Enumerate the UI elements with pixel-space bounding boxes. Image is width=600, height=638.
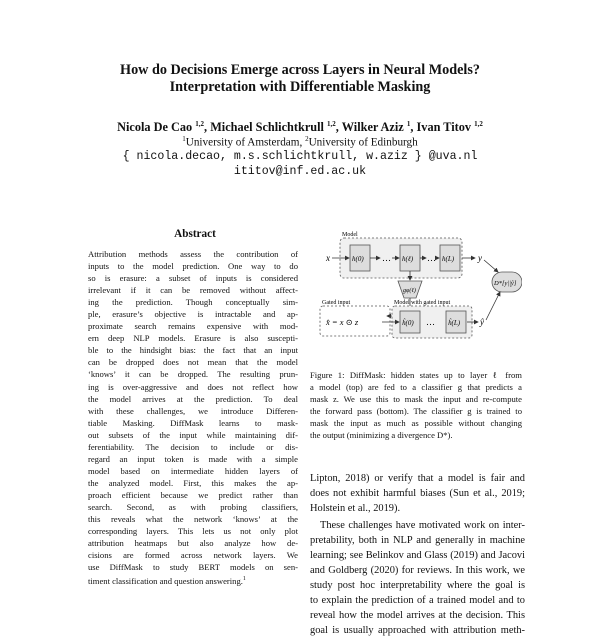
abstract-line: so is erasure: a subset of inputs is considered (88, 273, 298, 284)
caption-line: mask the input as much as possible without changing (310, 418, 522, 429)
author-affil-mark: 1,2 (474, 120, 483, 128)
caption-line: Figure 1: DiffMask: hidden states up to layer ℓ from (310, 370, 522, 380)
h0hat-label: ĥ(0) (402, 319, 414, 327)
abstract-line: ‘knows’ it can be dropped. The resulting prun- (88, 369, 298, 380)
author-name: Michael Schlichtkrull (210, 120, 324, 135)
hl-label: h(ℓ) (402, 255, 414, 263)
abstract-line-text: timent classification and question answering. (88, 576, 243, 587)
abstract-line: search. Second, as with probing classifiers, (88, 501, 298, 512)
abstract-line: tiable Masking. DiffMask learns to mask- (88, 417, 298, 428)
dots-2: … (427, 253, 436, 263)
abstract-line: cisions are formed across network layers. We (88, 550, 298, 561)
body-line: and Goldberg (2020) for reviews. In this work, we (310, 565, 525, 576)
abstract-line-last (88, 573, 298, 587)
figure-diffmask-diagram (312, 228, 522, 368)
hL-label: h(L) (442, 255, 455, 263)
abstract-line: the model arrives at the prediction. To deal (88, 393, 298, 404)
abstract-line: Attribution methods assess the contribution of (88, 249, 298, 259)
abstract-line: can be dropped does not mean that the model (88, 357, 298, 368)
body-line: does not exhibit harmful biases (Sun et al., 2019; (310, 488, 525, 499)
hLhat-label: ĥ(L) (448, 319, 461, 327)
output-y: y (478, 253, 482, 263)
figure-caption (310, 369, 522, 441)
body-line: pretability, both in NLP and generally in machine (310, 535, 525, 546)
abstract-heading: Abstract (174, 228, 216, 240)
author-emails-line-2: ititov@inf.ed.ac.uk (233, 165, 367, 178)
output-yhat: ŷ (480, 317, 484, 327)
affil-mark: 1 (182, 135, 186, 143)
footnote-mark: 1 (242, 576, 246, 583)
input-x: x (326, 253, 330, 263)
abstract-body (88, 248, 298, 587)
body-line: goal is usually approached with attribution meth- (310, 625, 525, 636)
abstract-line: ern deep NLP models. Erasure is also suscepti- (88, 333, 298, 344)
abstract-line: this reveals what the network ‘knows’ at the (88, 514, 298, 525)
abstract-line: proach efficient because we predict rather than (88, 489, 298, 500)
h0-label: h(0) (352, 255, 364, 263)
affil-name: University of Edinburgh (308, 136, 418, 149)
abstract-line: ble to the hindsight bias: the fact that an input (88, 345, 298, 356)
body-paragraph-1 (310, 471, 525, 516)
author-emails-line-1: { nicola.decao, m.s.schlichtkrull, w.aziz } @uva.nl (122, 150, 478, 163)
author-name: Ivan Titov (416, 120, 472, 135)
body-line: reveal how the model arrives at the decision. This (310, 610, 525, 621)
body-paragraph-2 (310, 518, 525, 638)
caption-line: mask z. We use this to mask the input and re-compute (310, 394, 522, 405)
model-gated-label: Model with gated input (394, 300, 451, 306)
body-line: These challenges have motivated work on inter- (320, 520, 525, 531)
abstract-line: regard an input token is made with a simple (88, 453, 298, 464)
abstract-line: attribution heatmaps but also analyze how de- (88, 538, 298, 549)
divergence-label: D*[y||ŷ] (494, 280, 517, 287)
abstract-line: irrelevant if it can be removed without affect- (88, 285, 298, 296)
affil-mark: 2 (305, 135, 309, 143)
author-affil-mark: 1,2 (195, 120, 205, 128)
body-line: to explain the prediction of a trained model and to (310, 595, 525, 606)
body-line: Lipton, 2018) or verify that a model is fair and (310, 473, 525, 484)
abstract-line: ple, erasure’s objective is intractable and ap- (88, 309, 298, 320)
gated-input-label: Gated input (322, 300, 351, 306)
abstract-line: with these challenges, we introduce Differen- (88, 405, 298, 416)
author-name: Wilker Aziz (341, 120, 404, 135)
abstract-line: use DiffMask to study BERT models on sen- (88, 562, 298, 573)
body-line: Holstein et al., 2019). (310, 503, 401, 514)
caption-line: a model (top) are fed to a classifier g that predicts a (310, 382, 522, 393)
affil-name: University of Amsterdam, (185, 136, 303, 149)
title-line-1: How do Decisions Emerge across Layers in Neural Models? (120, 62, 480, 78)
abstract-line: out subsets of the input while maintaining dif- (88, 429, 298, 440)
dots-3: … (426, 317, 435, 327)
abstract-line: ing is over-aggressive and does not reflect how (88, 381, 298, 392)
abstract-line: ing the prediction. Though conceptually sim- (88, 297, 298, 308)
abstract-line: corresponding layers. This lets us not only plot (88, 526, 298, 537)
title-line-2: Interpretation with Differentiable Masking (169, 79, 431, 95)
abstract-line: model based on intermediate hidden layers of (88, 465, 298, 476)
abstract-line: inputs to the model prediction. One way to do (88, 261, 298, 272)
abstract-line: proximate search remains expensive with mod- (88, 321, 298, 332)
masked-input-equation: x̂ = x ⊙ z (326, 317, 359, 327)
abstract-line: the analyzed model. First, this makes the ap- (88, 477, 298, 488)
author-name: Nicola De Cao (117, 120, 193, 135)
dots-1: … (382, 253, 391, 263)
author-affil-mark: 1 (406, 120, 411, 128)
abstract-line: ferentiability. The decision to include or dis- (88, 441, 298, 452)
author-affil-mark: 1,2 (327, 120, 336, 128)
classifier-g-label: gφ(ℓ) (403, 288, 416, 294)
paper-title (0, 62, 600, 96)
affiliations (0, 135, 600, 149)
model-label: Model (342, 232, 358, 238)
body-line: learning; see Belinkov and Glass (2019) and Jacovi (310, 550, 525, 561)
caption-line: the forward pass (bottom). The classifier g is trained to (310, 406, 522, 417)
author-list: Nicola De Cao $^{1,2}$, Michael Schlichtkrull $^{1,2}$, Wilker Aziz $^1$, Ivan Titov $^{1,2}$ (117, 120, 483, 135)
body-line: study post hoc interpretability where the goal is (310, 580, 525, 591)
caption-line: the output (minimizing a divergence D*). (310, 430, 453, 441)
